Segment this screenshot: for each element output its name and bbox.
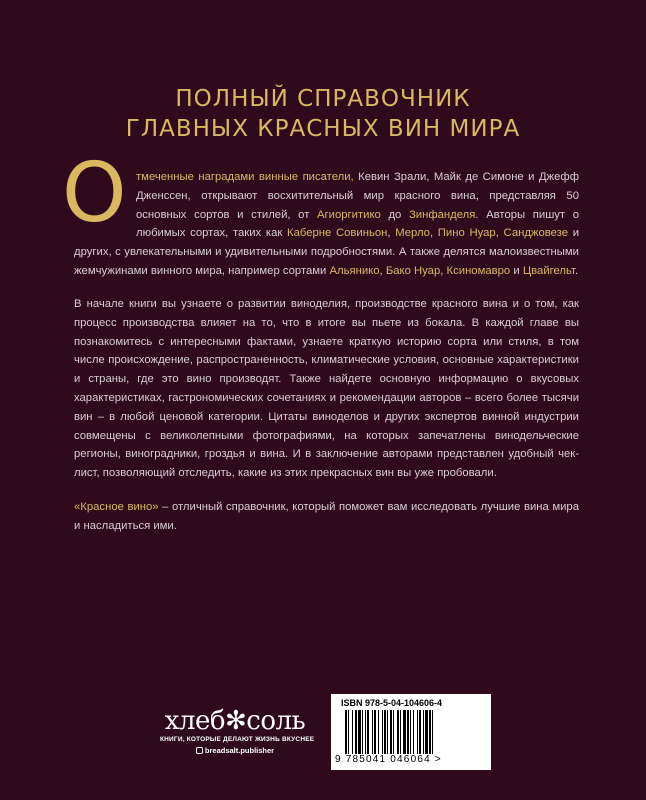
grape-name: Ксиномавро: [446, 264, 511, 277]
intro-text: до: [380, 208, 409, 221]
title-line-1: ПОЛНЫЙ СПРАВОЧНИК: [175, 86, 471, 112]
barcode-digits: 9 785041 046064 >: [335, 754, 442, 765]
intro-text: ,: [440, 264, 447, 277]
publisher-name: хлеб✻соль: [164, 706, 306, 736]
intro-text: ,: [387, 227, 396, 240]
grape-name: Агиоргитико: [317, 208, 381, 221]
intro-text: Кевин Зрали, Майк де Симоне и Джефф Дженссен, открывают восхитительный мир красного вина, представляя 50 основных сортов и стилей, от: [136, 171, 579, 221]
cover-title: [0, 84, 646, 144]
social-handle: breadsalt.publisher: [204, 746, 275, 755]
book-title-quote: «Красное вино»: [74, 501, 159, 513]
body-paragraph: В начале книги вы узнаете о развитии виноделия, производстве красного вина и о том, как процесс производства влияет на то, что в итоге вы пьете из бокала. В каждой главе вы познакомитесь с интересными фактами, узнаете краткую историю сорта или стиля, в том числе происхождение, распространенность, климатические условия, основные характеристики и страны, где это вино производят. Также найдете основную информацию о вкусовых характеристиках, гастрономических сочетаниях и рекомендации авторов – всего более тысячи вин – в любой ценовой категории. Цитаты виноделов и других экспертов винной индустрии совмещены с великолепными фотографиями, на которых запечатлены винодельческие регионы, виноградники, гроздья и вина. И в заключение авторами представлен удобный чек-лист, позволяющий отследить, какие из этих прекрасных вин вы уже пробовали.: [74, 298, 579, 480]
intro-text: .: [574, 264, 579, 277]
grape-name: Зинфанделя: [408, 208, 476, 221]
title-line-2: ГЛАВНЫХ КРАСНЫХ ВИН МИРА: [125, 116, 521, 142]
intro-text: . Авторы пишут о любимых сортах, таких как: [136, 208, 579, 240]
grape-name: Санджовезе: [503, 227, 569, 240]
drop-cap: О: [62, 146, 127, 241]
publisher-tagline: КНИГИ, КОТОРЫЕ ДЕЛАЮТ ЖИЗНЬ ВКУСНЕЕ: [160, 736, 315, 743]
barcode-bars-icon: [345, 710, 477, 754]
grape-name: Альянико: [329, 264, 380, 277]
grape-name: Каберне Совиньон: [287, 227, 388, 240]
publisher-social: [160, 745, 310, 756]
publisher-logo: [160, 706, 315, 756]
grape-name: Цвайгельт: [522, 264, 575, 277]
intro-text: и: [510, 264, 523, 277]
intro-text: ,: [495, 227, 504, 240]
grape-name: Пино Нуар: [437, 227, 496, 240]
intro-lead: тмеченные наградами винные писатели,: [136, 171, 354, 183]
intro-text: ,: [429, 227, 438, 240]
closing-paragraph: [74, 498, 579, 536]
isbn-label: ISBN 978-5-04-104606-4: [341, 698, 443, 708]
instagram-icon: [196, 747, 203, 754]
intro-paragraph: [74, 168, 579, 281]
grape-name: Бако Нуар: [385, 264, 441, 277]
closing-text: – отличный справочник, который поможет вам исследовать лучшие вина мира и насладиться ими.: [74, 501, 579, 532]
intro-text: и других, с увлекательными и удивительными подробностями. А также делятся малоизвестными жемчужинами винного мира, например сортами: [74, 227, 580, 277]
barcode: [331, 694, 491, 770]
grape-name: Мерло: [395, 227, 430, 240]
intro-text: ,: [379, 264, 386, 277]
